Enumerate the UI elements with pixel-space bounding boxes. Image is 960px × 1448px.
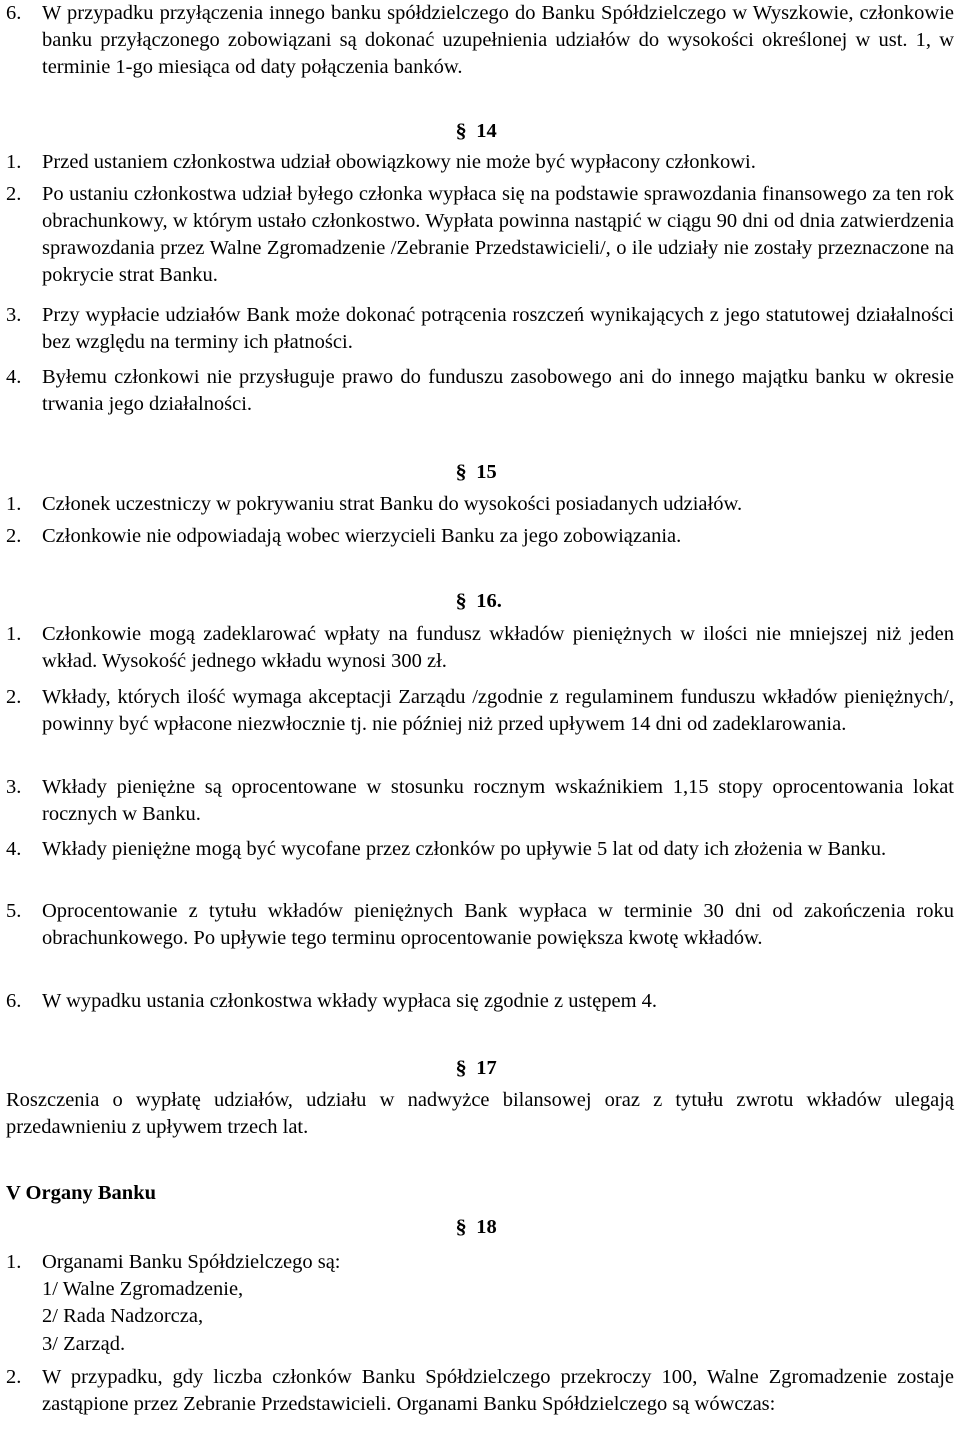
- s16-item-4: 4. Wkłady pieniężne mogą być wycofane przez członków po upływie 5 lat od daty ich złożenia w Banku.: [6, 838, 887, 860]
- s16-item-5: 5. Oprocentowanie z tytułu wkładów pieniężnych Bank wypłaca w terminie 30 dni od zakończenia roku obrachunkowego. Po upływie tego terminu oprocentowanie powiększa kwotę wkładów.: [6, 900, 954, 949]
- section-number: 15: [476, 461, 497, 483]
- s16-item-6: 6. W wypadku ustania członkostwa wkłady wypłaca się zgodnie z ustępem 4.: [6, 990, 658, 1012]
- section-sign-icon: §: [455, 461, 467, 483]
- item-text: W przypadku przyłączenia innego banku spółdzielczego do Banku Spółdzielczego w Wyszkowie, członkowie banku przyłączonego zobowiązani są dokonać uzupełnienia udziałów do wysokości określonej w ust. 1, w terminie 1-go miesiąca od daty połączenia banków.: [42, 2, 954, 78]
- section-heading-16: [456, 588, 502, 615]
- s14-item-4: 4. Byłemu członkowi nie przysługuje prawo do funduszu zasobowego ani do innego majątku banku w okresie trwania jego działalności.: [6, 366, 954, 415]
- section-number: 17: [476, 1057, 497, 1079]
- s15-item-2: 2. Członkowie nie odpowiadają wobec wierzycieli Banku za jego zobowiązania.: [6, 525, 682, 547]
- s18-item-2: 2. W przypadku, gdy liczba członków Banku Spółdzielczego przekroczy 100, Walne Zgromadzenie zostaje zastąpione przez Zebranie Przedstawicieli. Organami Banku Spółdzielczego są wówczas:: [6, 1366, 954, 1415]
- s18-subitem-3: 3/ Zarząd.: [42, 1333, 126, 1355]
- section-number: 18: [476, 1216, 497, 1238]
- s18-subitem-2: 2/ Rada Nadzorcza,: [42, 1305, 204, 1327]
- s16-item-2: 2. Wkłady, których ilość wymaga akceptacji Zarządu /zgodnie z regulaminem funduszu wkładów pieniężnych/, powinny być wpłacone niezwłocznie tj. nie później niż przed upływem 14 dni od zadeklarowania.: [6, 686, 954, 735]
- s18-subitem-1: 1/ Walne Zgromadzenie,: [42, 1278, 244, 1300]
- section-sign-icon: §: [455, 120, 467, 142]
- s14-item-3: 3. Przy wypłacie udziałów Bank może dokonać potrącenia roszczeń wynikających z jego statutowej działalności bez względu na terminy ich płatności.: [6, 304, 954, 353]
- section-heading-15: [456, 459, 497, 486]
- s17-paragraph: Roszczenia o wypłatę udziałów, udziału w nadwyżce bilansowej oraz z tytułu zwrotu wkładów ulegają przedawnieniu z upływem trzech lat.: [6, 1089, 954, 1138]
- section-heading-18: [456, 1214, 497, 1241]
- section-heading-14: [456, 118, 497, 145]
- section-number: 16.: [476, 590, 502, 612]
- paragraph-6-merger: [6, 0, 954, 81]
- section-sign-icon: §: [455, 1057, 467, 1079]
- section-sign-icon: §: [455, 1216, 467, 1238]
- section-sign-icon: §: [455, 590, 467, 612]
- s18-item-1: 1. Organami Banku Spółdzielczego są:: [6, 1251, 341, 1273]
- section-number: 14: [476, 120, 497, 142]
- item-number: 6.: [6, 2, 22, 24]
- s15-item-1: 1. Członek uczestniczy w pokrywaniu strat Banku do wysokości posiadanych udziałów.: [6, 493, 743, 515]
- s16-item-3: 3. Wkłady pieniężne są oprocentowane w stosunku rocznym wskaźnikiem 1,15 stopy oprocentowania lokat rocznych w Banku.: [6, 776, 954, 825]
- chapter-heading: V Organy Banku: [6, 1182, 157, 1204]
- s14-item-1: 1. Przed ustaniem członkostwa udział obowiązkowy nie może być wypłacony członkowi.: [6, 151, 756, 173]
- section-heading-17: [456, 1055, 497, 1082]
- s16-item-1: 1. Członkowie mogą zadeklarować wpłaty na fundusz wkładów pieniężnych w ilości nie mniejszej niż jeden wkład. Wysokość jednego wkładu wynosi 300 zł.: [6, 623, 954, 672]
- s14-item-2: 2. Po ustaniu członkostwa udział byłego członka wypłaca się na podstawie sprawozdania finansowego za ten rok obrachunkowy, w którym ustało członkostwo. Wypłata powinna nastąpić w ciągu 90 dni od dnia zatwierdzenia sprawozdania przez Walne Zgromadzenie /Zebranie Przedstawicieli/, o ile udziały nie zostały przeznaczone na pokrycie strat Banku.: [6, 183, 954, 286]
